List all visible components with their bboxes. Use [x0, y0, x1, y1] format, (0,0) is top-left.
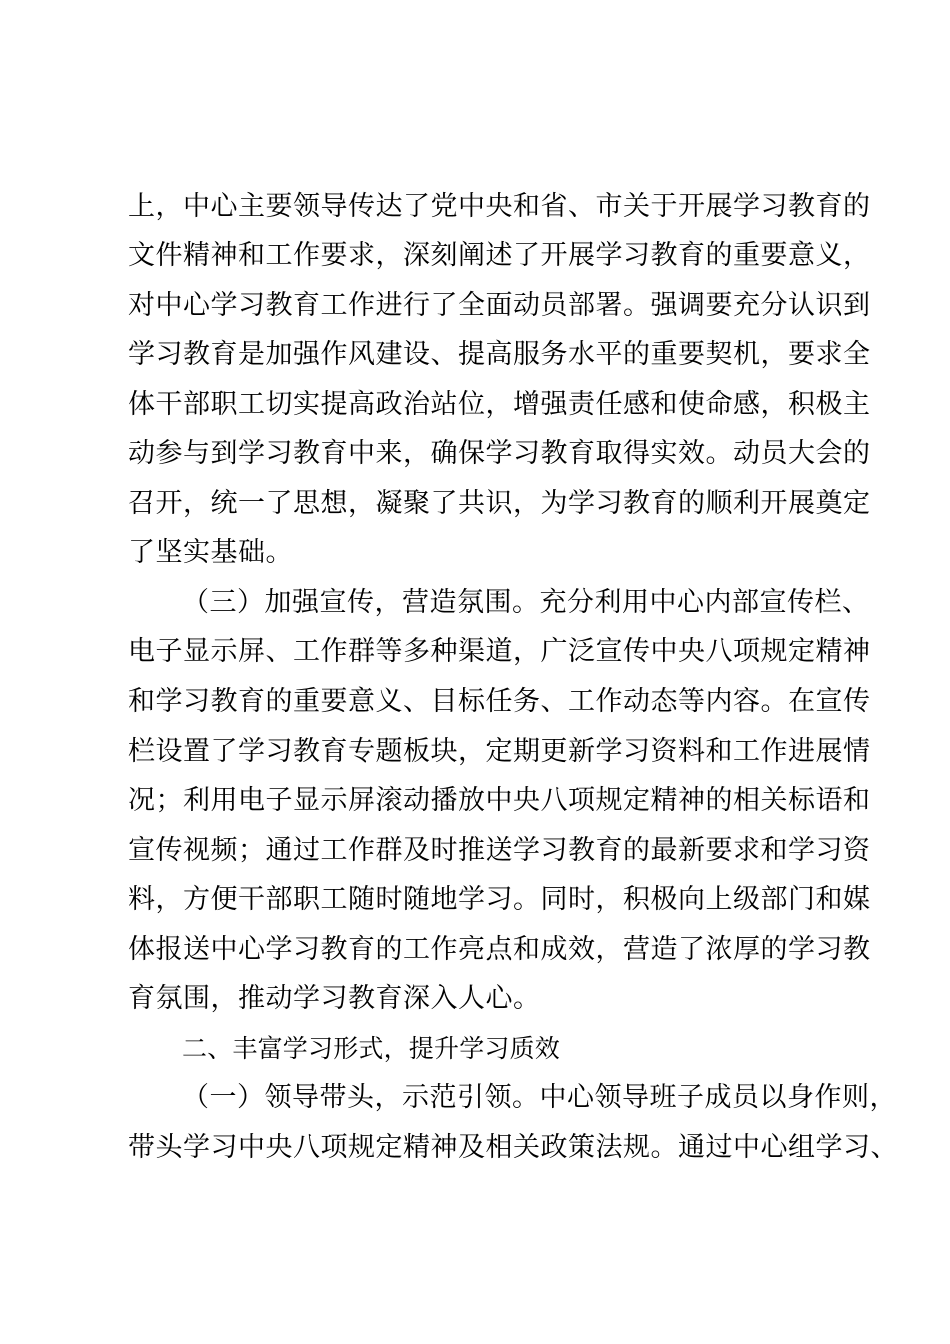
text-line: 学习教育是加强作风建设、提高服务水平的重要契机，要求全: [128, 339, 871, 370]
text-line: 电子显示屏、工作群等多种渠道，广泛宣传中央八项规定精神: [128, 636, 871, 667]
text-line: 况；利用电子显示屏滚动播放中央八项规定精神的相关标语和: [128, 785, 871, 816]
text-line: 和学习教育的重要意义、目标任务、工作动态等内容。在宣传: [128, 686, 871, 717]
text-line: 宣传视频；通过工作群及时推送学习教育的最新要求和学习资: [128, 835, 871, 866]
text-line: 文件精神和工作要求，深刻阐述了开展学习教育的重要意义，: [128, 240, 871, 271]
text-line: 带头学习中央八项规定精神及相关政策法规。通过中心组学习、: [128, 1132, 898, 1163]
text-line: 了坚实基础。: [128, 537, 293, 568]
text-line: 育氛围，推动学习教育深入人心。: [128, 983, 541, 1014]
text-line: 动参与到学习教育中来，确保学习教育取得实效。动员大会的: [128, 438, 871, 469]
text-line: 召开，统一了思想，凝聚了共识，为学习教育的顺利开展奠定: [128, 488, 871, 519]
text-line: 上，中心主要领导传达了党中央和省、市关于开展学习教育的: [128, 191, 871, 222]
section-heading-two: 二、丰富学习形式，提升学习质效: [182, 1034, 561, 1063]
text-line: 栏设置了学习教育专题板块，定期更新学习资料和工作进展情: [128, 736, 871, 767]
text-line: 体干部职工切实提高政治站位，增强责任感和使命感，积极主: [128, 389, 871, 420]
section-heading-three: （三）加强宣传，营造氛围。充分利用中心内部宣传栏、: [182, 587, 870, 618]
subsection-heading-one: （一）领导带头，示范引领。中心领导班子成员以身作则，: [182, 1082, 897, 1113]
text-line: 料，方便干部职工随时随地学习。同时，积极向上级部门和媒: [128, 884, 871, 915]
text-line: 体报送中心学习教育的工作亮点和成效，营造了浓厚的学习教: [128, 934, 871, 965]
text-line: 对中心学习教育工作进行了全面动员部署。强调要充分认识到: [128, 290, 871, 321]
